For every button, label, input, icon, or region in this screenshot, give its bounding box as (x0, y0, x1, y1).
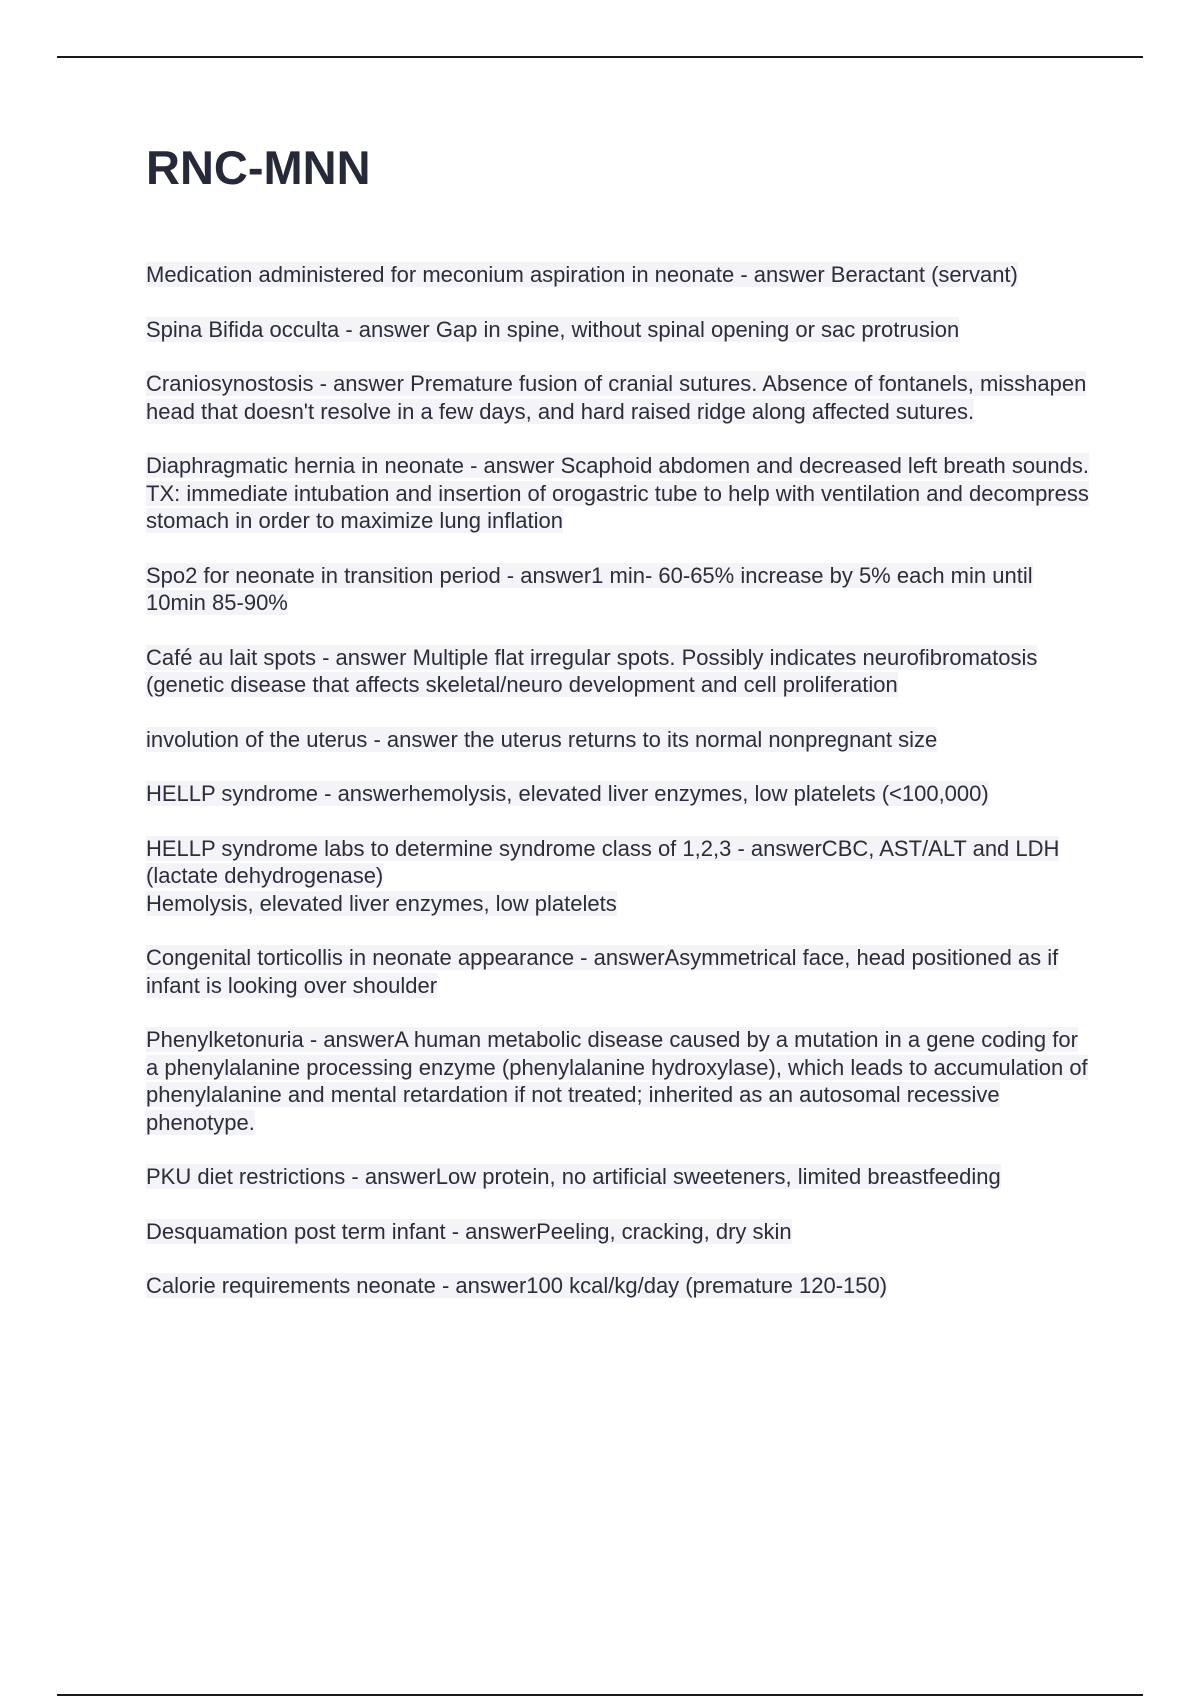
qa-text: Medication administered for meconium aspiration in neonate - answer Beractant (servant) (146, 262, 1018, 288)
qa-text: HELLP syndrome - answerhemolysis, elevated liver enzymes, low platelets (<100,000) (146, 781, 989, 807)
qa-text: Calorie requirements neonate - answer100 kcal/kg/day (premature 120-150) (146, 1273, 888, 1299)
qa-item (146, 1163, 1096, 1191)
document-body (146, 140, 1096, 1327)
qa-item (146, 1218, 1096, 1246)
qa-item (146, 726, 1096, 754)
qa-text: Craniosynostosis - answer Premature fusion of cranial sutures. Absence of fontanels, misshapen head that doesn't resolve in a few days, and hard raised ridge along affected sutures. (146, 371, 1087, 424)
qa-item (146, 562, 1096, 617)
qa-item (146, 835, 1096, 918)
qa-text: Congenital torticollis in neonate appearance - answerAsymmetrical face, head positioned as if infant is looking over shoulder (146, 945, 1059, 998)
qa-text: Diaphragmatic hernia in neonate - answer Scaphoid abdomen and decreased left breath sounds. TX: immediate intubation and insertion of orogastric tube to help with ventilation and decompress stomach in order to maximize lung inflation (146, 453, 1089, 534)
document-title: RNC-MNN (146, 141, 371, 194)
qa-text: HELLP syndrome labs to determine syndrome class of 1,2,3 - answerCBC, AST/ALT and LDH (lactate dehydrogenase) (146, 835, 1060, 889)
qa-text: involution of the uterus - answer the uterus returns to its normal nonpregnant size (146, 726, 938, 752)
qa-text: Spina Bifida occulta - answer Gap in spine, without spinal opening or sac protrusion (146, 316, 960, 342)
qa-text: Spo2 for neonate in transition period - answer1 min- 60-65% increase by 5% each min until 10min 85-90% (146, 562, 1033, 616)
qa-item (146, 944, 1096, 999)
qa-item (146, 1026, 1096, 1136)
qa-item (146, 1272, 1096, 1300)
qa-list (146, 261, 1096, 1300)
qa-text: Phenylketonuria - answerA human metabolic disease caused by a mutation in a gene coding for a phenylalanine processing enzyme (phenylalanine hydroxylase), which leads to accumulation of phenylalanine and mental retardation if not treated; inherited as an autosomal recessive phenotype. (146, 1027, 1088, 1135)
footer-rule (57, 1694, 1143, 1696)
qa-item (146, 452, 1096, 535)
qa-item (146, 644, 1096, 699)
qa-item (146, 316, 1096, 344)
header-rule (57, 56, 1143, 58)
qa-text: Café au lait spots - answer Multiple flat irregular spots. Possibly indicates neurofibromatosis (genetic disease that affects skeletal/neuro development and cell proliferation (146, 644, 1038, 698)
qa-item (146, 261, 1096, 289)
qa-text-continuation: Hemolysis, elevated liver enzymes, low platelets (146, 890, 617, 916)
qa-item (146, 780, 1096, 808)
qa-item (146, 370, 1096, 425)
qa-text: Desquamation post term infant - answerPeeling, cracking, dry skin (146, 1218, 792, 1244)
qa-text: PKU diet restrictions - answerLow protein, no artificial sweeteners, limited breastfeeding (146, 1164, 1001, 1190)
